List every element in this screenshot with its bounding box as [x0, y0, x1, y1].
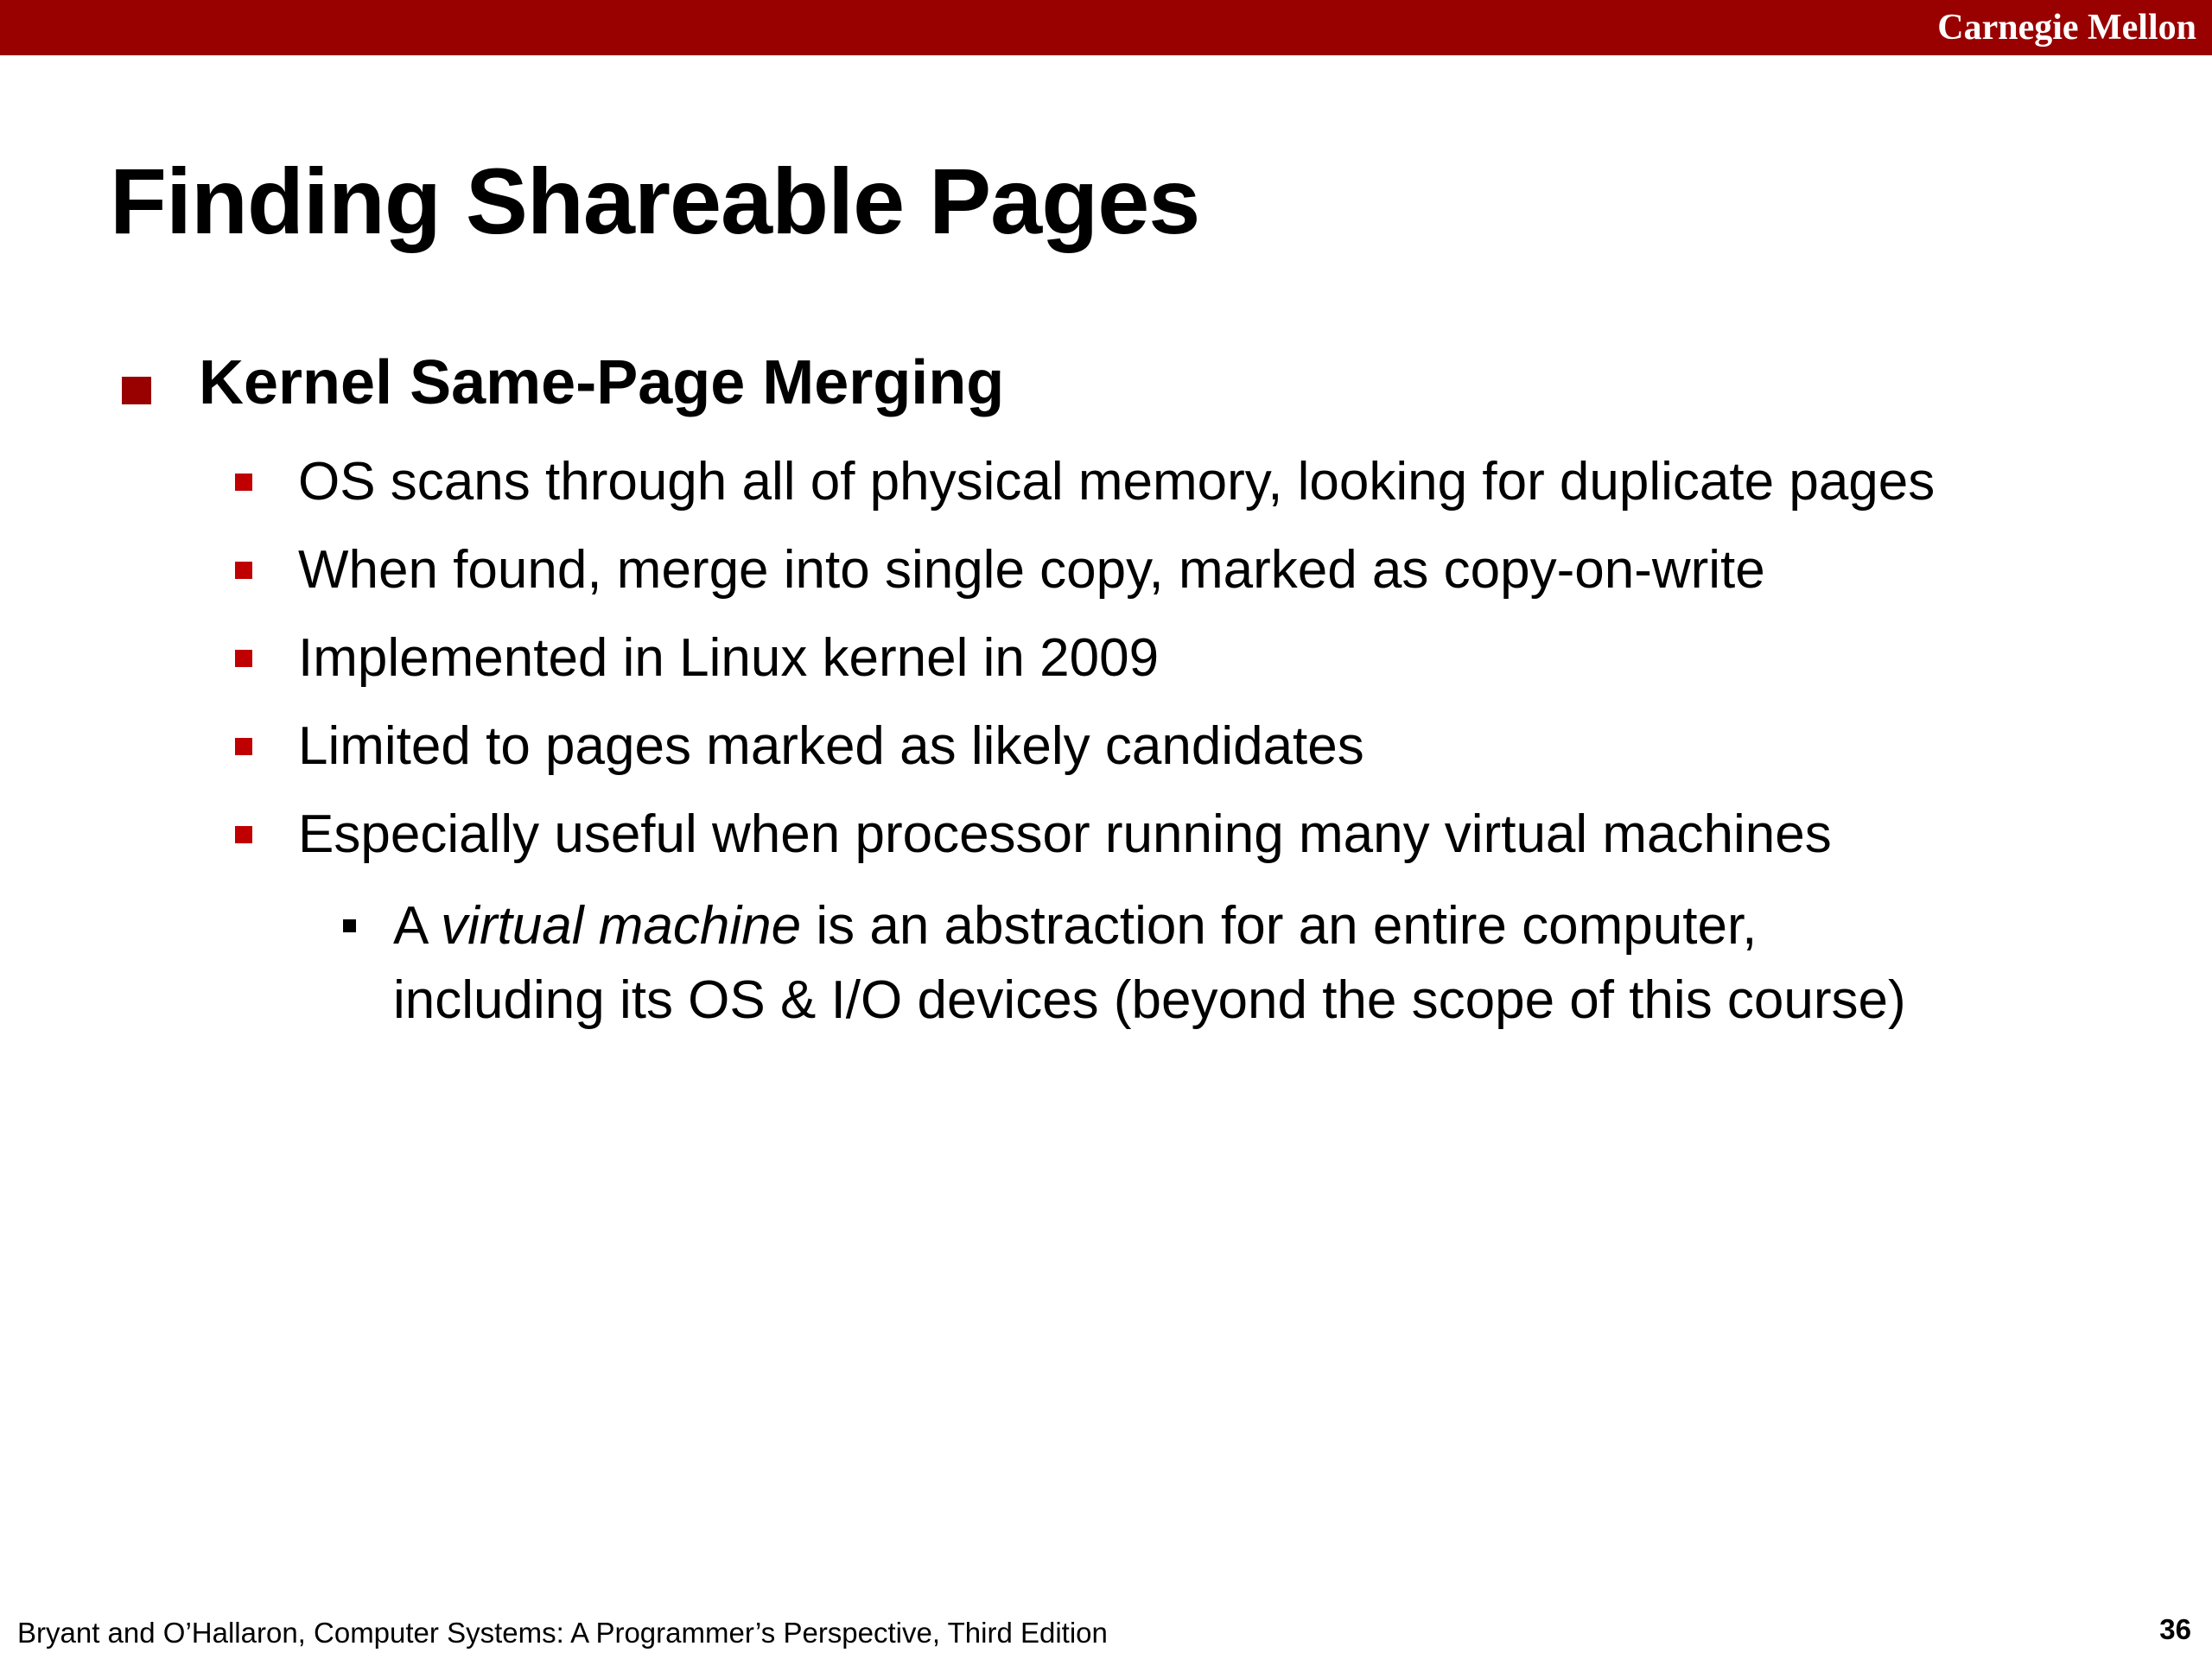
bullet-small-square-icon: [343, 919, 356, 932]
bullet-level2: Especially useful when processor running many virtual machines: [298, 804, 1832, 864]
bullet-prefix: A: [393, 896, 442, 956]
bullet-line1-rest: is an abstraction for an entire computer,: [801, 896, 1758, 956]
bullet-level2: When found, merge into single copy, marked as copy-on-write: [298, 540, 1765, 600]
bullet-level2: Limited to pages marked as likely candidates: [298, 716, 1364, 776]
header-bar: [0, 0, 2212, 55]
bullet-level3-line1: [393, 889, 1906, 963]
bullet-level2: OS scans through all of physical memory, looking for duplicate pages: [298, 452, 1936, 512]
bullet-square-icon: [235, 562, 252, 579]
bullet-level2: Implemented in Linux kernel in 2009: [298, 628, 1160, 688]
bullet-level3-line2: including its OS & I/O devices (beyond the scope of this course): [393, 970, 1906, 1030]
bullet-level1: Kernel Same-Page Merging: [199, 348, 1005, 417]
bullet-square-icon: [235, 650, 252, 667]
page-number: 36: [2159, 1613, 2191, 1645]
slide-title: Finding Shareable Pages: [110, 149, 1200, 253]
bullet-square-icon: [235, 826, 252, 843]
bullet-square-icon: [122, 377, 151, 404]
bullet-level3: [393, 889, 1906, 1038]
brand-name: Carnegie Mellon: [1937, 8, 2196, 48]
footer-citation: Bryant and O’Hallaron, Computer Systems: A Programmer’s Perspective, Third Edition: [17, 1617, 1108, 1649]
bullet-square-icon: [235, 474, 252, 491]
bullet-square-icon: [235, 738, 252, 755]
emphasis-term: virtual machine: [441, 896, 802, 956]
